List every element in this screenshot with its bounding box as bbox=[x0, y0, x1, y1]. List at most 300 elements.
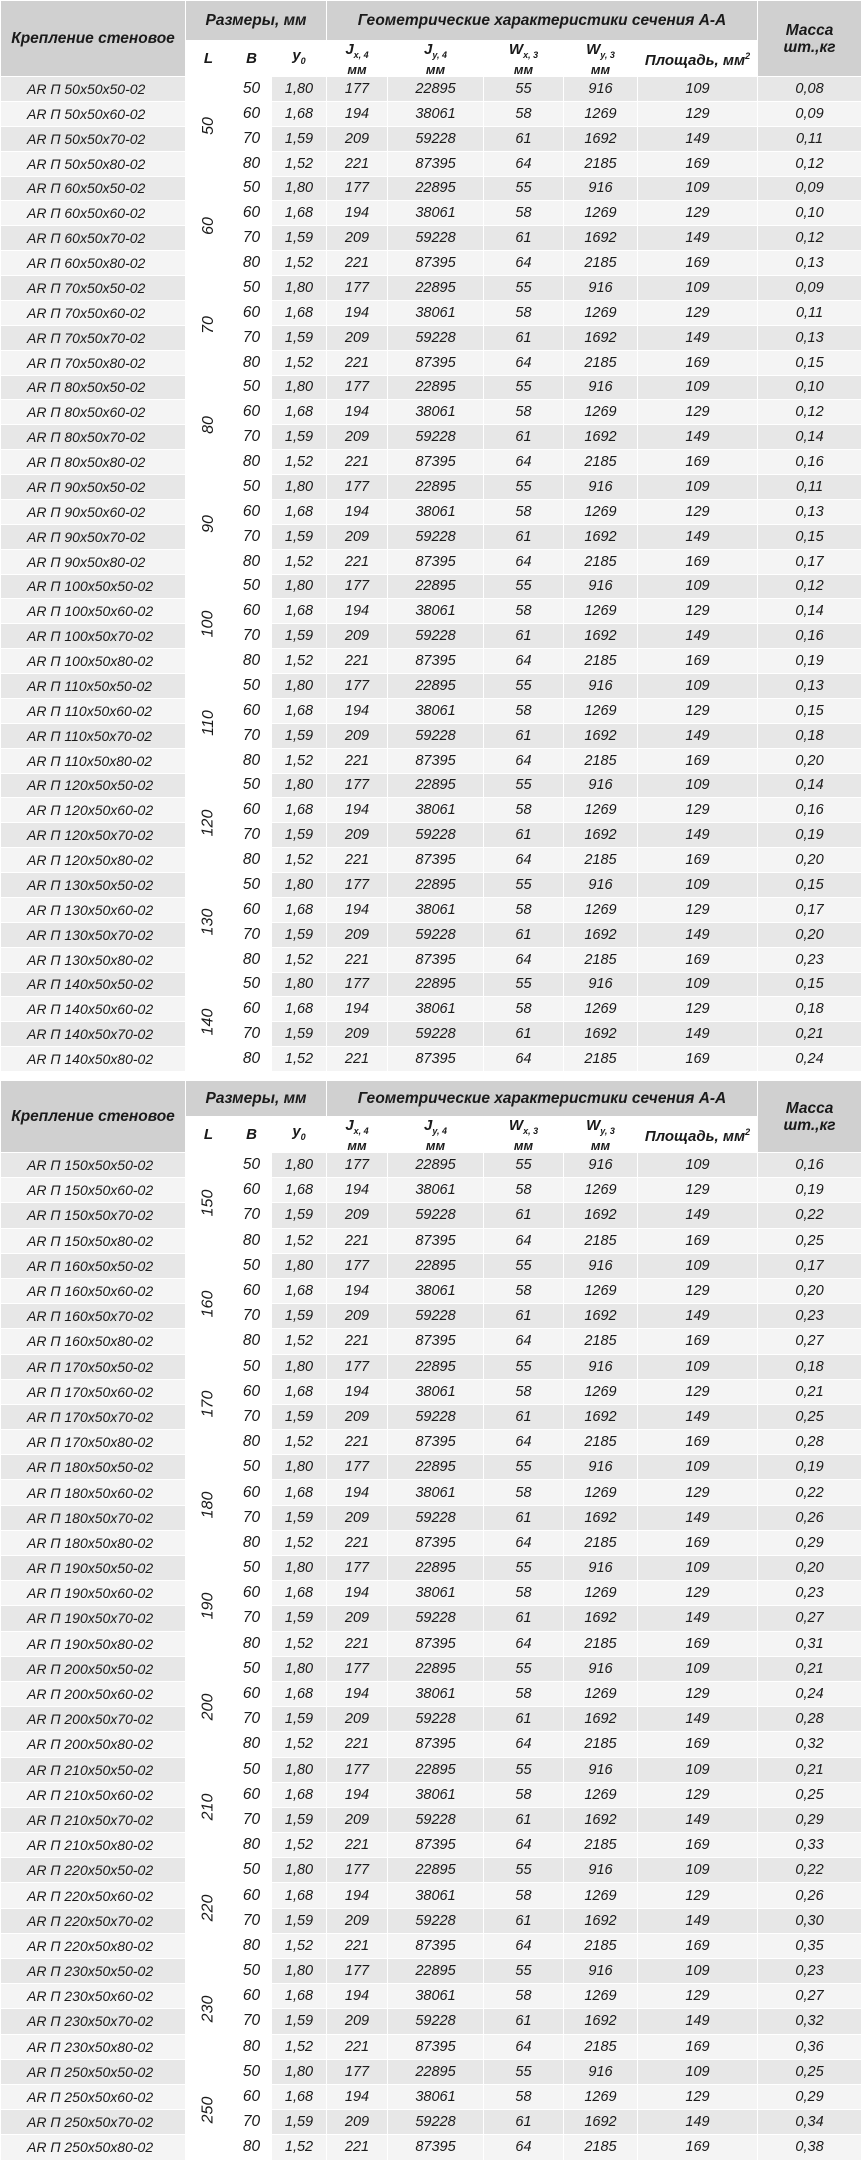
table-row bbox=[1, 325, 861, 350]
jy-value: 59228 bbox=[388, 823, 484, 848]
item-name: AR П 190х50х80-02 bbox=[1, 1631, 186, 1656]
wx-value: 64 bbox=[484, 649, 564, 674]
jy-value: 22895 bbox=[388, 475, 484, 500]
jx-value: 221 bbox=[327, 2034, 388, 2059]
area-value: 109 bbox=[638, 773, 758, 798]
mass-value: 0,13 bbox=[758, 674, 861, 699]
width-b: 60 bbox=[232, 698, 272, 723]
wy-value: 1692 bbox=[564, 2009, 638, 2034]
mass-value: 0,12 bbox=[758, 226, 861, 251]
jy-value: 87395 bbox=[388, 450, 484, 475]
width-b: 70 bbox=[232, 1908, 272, 1933]
y0-value: 1,80 bbox=[272, 1959, 327, 1984]
wy-value: 916 bbox=[564, 1354, 638, 1379]
jx-value: 209 bbox=[327, 1807, 388, 1832]
y0-value: 1,68 bbox=[272, 2084, 327, 2109]
item-name: AR П 80х50х70-02 bbox=[1, 425, 186, 450]
jx-value: 177 bbox=[327, 674, 388, 699]
y0-value: 1,80 bbox=[272, 276, 327, 301]
item-name: AR П 220х50х50-02 bbox=[1, 1858, 186, 1883]
y0-value: 1,80 bbox=[272, 475, 327, 500]
header-jx: $J_{x, 4}$ мм bbox=[327, 1117, 388, 1153]
jy-value: 38061 bbox=[388, 798, 484, 823]
width-b: 70 bbox=[232, 1304, 272, 1329]
item-name: AR П 150х50х60-02 bbox=[1, 1178, 186, 1203]
area-value: 169 bbox=[638, 748, 758, 773]
wy-value: 916 bbox=[564, 1556, 638, 1581]
y0-value: 1,59 bbox=[272, 1908, 327, 1933]
jx-value: 194 bbox=[327, 1984, 388, 2009]
table-row bbox=[1, 1681, 861, 1706]
jx-value: 194 bbox=[327, 300, 388, 325]
y0-value: 1,68 bbox=[272, 698, 327, 723]
table-row bbox=[1, 1505, 861, 1530]
area-value: 169 bbox=[638, 1228, 758, 1253]
item-name: AR П 150х50х70-02 bbox=[1, 1203, 186, 1228]
area-value: 109 bbox=[638, 475, 758, 500]
mass-value: 0,25 bbox=[758, 2059, 861, 2084]
item-name: AR П 250х50х50-02 bbox=[1, 2059, 186, 2084]
jx-value: 209 bbox=[327, 624, 388, 649]
width-b: 70 bbox=[232, 226, 272, 251]
mass-value: 0,26 bbox=[758, 1883, 861, 1908]
table-row bbox=[1, 201, 861, 226]
y0-value: 1,59 bbox=[272, 723, 327, 748]
width-b: 80 bbox=[232, 251, 272, 276]
mass-value: 0,25 bbox=[758, 1404, 861, 1429]
width-b: 70 bbox=[232, 425, 272, 450]
length-group bbox=[186, 77, 232, 177]
jy-value: 22895 bbox=[388, 2059, 484, 2084]
wx-value: 64 bbox=[484, 1530, 564, 1555]
jx-value: 221 bbox=[327, 947, 388, 972]
wy-value: 2185 bbox=[564, 1833, 638, 1858]
mass-value: 0,09 bbox=[758, 176, 861, 201]
table-row bbox=[1, 1933, 861, 1958]
length-value: 180 bbox=[199, 1492, 217, 1519]
jy-value: 38061 bbox=[388, 2084, 484, 2109]
table-row bbox=[1, 997, 861, 1022]
item-name: AR П 210х50х50-02 bbox=[1, 1757, 186, 1782]
width-b: 80 bbox=[232, 2034, 272, 2059]
wx-value: 61 bbox=[484, 425, 564, 450]
width-b: 70 bbox=[232, 1404, 272, 1429]
area-value: 129 bbox=[638, 1178, 758, 1203]
area-value: 129 bbox=[638, 1581, 758, 1606]
jx-value: 221 bbox=[327, 1631, 388, 1656]
area-value: 149 bbox=[638, 425, 758, 450]
mass-value: 0,23 bbox=[758, 1959, 861, 1984]
wy-value: 2185 bbox=[564, 151, 638, 176]
wy-value: 1692 bbox=[564, 1404, 638, 1429]
jx-value: 194 bbox=[327, 798, 388, 823]
y0-value: 1,52 bbox=[272, 848, 327, 873]
item-name: AR П 220х50х60-02 bbox=[1, 1883, 186, 1908]
wx-value: 64 bbox=[484, 848, 564, 873]
header-geometry: Геометрические характеристики сечения А-А bbox=[327, 1081, 758, 1117]
item-name: AR П 190х50х50-02 bbox=[1, 1556, 186, 1581]
mass-value: 0,16 bbox=[758, 798, 861, 823]
wx-value: 64 bbox=[484, 1631, 564, 1656]
jy-value: 59228 bbox=[388, 1304, 484, 1329]
area-value: 149 bbox=[638, 524, 758, 549]
wx-value: 55 bbox=[484, 475, 564, 500]
y0-value: 1,68 bbox=[272, 1480, 327, 1505]
jy-value: 87395 bbox=[388, 151, 484, 176]
area-value: 149 bbox=[638, 126, 758, 151]
wx-value: 58 bbox=[484, 1984, 564, 2009]
wx-value: 58 bbox=[484, 300, 564, 325]
y0-value: 1,68 bbox=[272, 201, 327, 226]
table-row bbox=[1, 947, 861, 972]
wy-value: 916 bbox=[564, 574, 638, 599]
wx-value: 55 bbox=[484, 1253, 564, 1278]
mass-value: 0,27 bbox=[758, 1606, 861, 1631]
table-row bbox=[1, 848, 861, 873]
area-value: 149 bbox=[638, 1505, 758, 1530]
wx-value: 58 bbox=[484, 201, 564, 226]
width-b: 50 bbox=[232, 1556, 272, 1581]
width-b: 60 bbox=[232, 997, 272, 1022]
item-name: AR П 120х50х60-02 bbox=[1, 798, 186, 823]
table-row bbox=[1, 499, 861, 524]
area-value: 109 bbox=[638, 1858, 758, 1883]
mass-value: 0,24 bbox=[758, 1681, 861, 1706]
item-name: AR П 190х50х60-02 bbox=[1, 1581, 186, 1606]
width-b: 50 bbox=[232, 176, 272, 201]
jy-value: 87395 bbox=[388, 848, 484, 873]
jx-value: 177 bbox=[327, 2059, 388, 2084]
header-area: Площадь, $мм^2$ bbox=[638, 41, 758, 77]
mass-value: 0,25 bbox=[758, 1782, 861, 1807]
mass-value: 0,31 bbox=[758, 1631, 861, 1656]
y0-value: 1,59 bbox=[272, 2009, 327, 2034]
width-b: 80 bbox=[232, 649, 272, 674]
area-value: 169 bbox=[638, 848, 758, 873]
y0-value: 1,52 bbox=[272, 2135, 327, 2160]
wx-value: 61 bbox=[484, 2110, 564, 2135]
width-b: 80 bbox=[232, 2135, 272, 2160]
item-name: AR П 150х50х80-02 bbox=[1, 1228, 186, 1253]
area-value: 149 bbox=[638, 1908, 758, 1933]
jy-value: 22895 bbox=[388, 176, 484, 201]
wx-value: 58 bbox=[484, 1480, 564, 1505]
table-row bbox=[1, 2034, 861, 2059]
wy-value: 2185 bbox=[564, 848, 638, 873]
width-b: 50 bbox=[232, 1153, 272, 1178]
table-row bbox=[1, 300, 861, 325]
length-group bbox=[186, 1153, 232, 1254]
length-group bbox=[186, 375, 232, 475]
jx-value: 177 bbox=[327, 1455, 388, 1480]
length-value: 100 bbox=[199, 610, 217, 637]
jy-value: 59228 bbox=[388, 1203, 484, 1228]
jx-value: 177 bbox=[327, 1959, 388, 1984]
wy-value: 1269 bbox=[564, 1782, 638, 1807]
width-b: 80 bbox=[232, 350, 272, 375]
area-value: 109 bbox=[638, 1556, 758, 1581]
item-name: AR П 200х50х60-02 bbox=[1, 1681, 186, 1706]
wy-value: 2185 bbox=[564, 1933, 638, 1958]
mass-value: 0,27 bbox=[758, 1329, 861, 1354]
jy-value: 38061 bbox=[388, 1984, 484, 2009]
header-wx: $W_{x, 3}$ мм bbox=[484, 1117, 564, 1153]
area-value: 149 bbox=[638, 2110, 758, 2135]
y0-value: 1,59 bbox=[272, 1505, 327, 1530]
wy-value: 2185 bbox=[564, 1430, 638, 1455]
wy-value: 916 bbox=[564, 176, 638, 201]
area-value: 169 bbox=[638, 450, 758, 475]
wx-value: 64 bbox=[484, 549, 564, 574]
jy-value: 59228 bbox=[388, 1707, 484, 1732]
area-value: 129 bbox=[638, 897, 758, 922]
wy-value: 1692 bbox=[564, 1908, 638, 1933]
wx-value: 58 bbox=[484, 2084, 564, 2109]
table-row bbox=[1, 897, 861, 922]
area-value: 149 bbox=[638, 1203, 758, 1228]
y0-value: 1,52 bbox=[272, 350, 327, 375]
length-group bbox=[186, 475, 232, 575]
item-name: AR П 130х50х70-02 bbox=[1, 922, 186, 947]
area-value: 109 bbox=[638, 1757, 758, 1782]
area-value: 169 bbox=[638, 251, 758, 276]
wx-value: 55 bbox=[484, 873, 564, 898]
wy-value: 1692 bbox=[564, 1022, 638, 1047]
mass-value: 0,28 bbox=[758, 1707, 861, 1732]
wy-value: 1269 bbox=[564, 400, 638, 425]
jx-value: 221 bbox=[327, 450, 388, 475]
width-b: 50 bbox=[232, 574, 272, 599]
header-area: Площадь, $мм^2$ bbox=[638, 1117, 758, 1153]
length-group bbox=[186, 276, 232, 376]
wy-value: 1692 bbox=[564, 126, 638, 151]
table-row bbox=[1, 674, 861, 699]
width-b: 60 bbox=[232, 101, 272, 126]
table-header bbox=[1, 1, 861, 77]
y0-value: 1,80 bbox=[272, 2059, 327, 2084]
y0-value: 1,80 bbox=[272, 972, 327, 997]
y0-value: 1,68 bbox=[272, 798, 327, 823]
jy-value: 38061 bbox=[388, 1278, 484, 1303]
table-row bbox=[1, 77, 861, 102]
wy-value: 916 bbox=[564, 2059, 638, 2084]
mass-value: 0,08 bbox=[758, 77, 861, 102]
mass-value: 0,22 bbox=[758, 1858, 861, 1883]
y0-value: 1,59 bbox=[272, 624, 327, 649]
jx-value: 221 bbox=[327, 251, 388, 276]
width-b: 80 bbox=[232, 1631, 272, 1656]
item-name: AR П 210х50х80-02 bbox=[1, 1833, 186, 1858]
mass-value: 0,14 bbox=[758, 599, 861, 624]
width-b: 50 bbox=[232, 873, 272, 898]
item-name: AR П 90х50х60-02 bbox=[1, 499, 186, 524]
item-name: AR П 230х50х80-02 bbox=[1, 2034, 186, 2059]
table-row bbox=[1, 2135, 861, 2160]
item-name: AR П 60х50х50-02 bbox=[1, 176, 186, 201]
area-value: 169 bbox=[638, 2135, 758, 2160]
area-value: 149 bbox=[638, 723, 758, 748]
length-value: 200 bbox=[199, 1693, 217, 1720]
mass-value: 0,21 bbox=[758, 1379, 861, 1404]
wx-value: 61 bbox=[484, 1606, 564, 1631]
width-b: 60 bbox=[232, 1278, 272, 1303]
jy-value: 87395 bbox=[388, 1329, 484, 1354]
jy-value: 87395 bbox=[388, 1833, 484, 1858]
wy-value: 916 bbox=[564, 1757, 638, 1782]
mass-value: 0,35 bbox=[758, 1933, 861, 1958]
header-geometry: Геометрические характеристики сечения А-А bbox=[327, 1, 758, 41]
wx-value: 58 bbox=[484, 499, 564, 524]
area-value: 129 bbox=[638, 1681, 758, 1706]
area-value: 129 bbox=[638, 1379, 758, 1404]
wy-value: 916 bbox=[564, 77, 638, 102]
mass-value: 0,32 bbox=[758, 1732, 861, 1757]
mass-value: 0,20 bbox=[758, 922, 861, 947]
width-b: 70 bbox=[232, 624, 272, 649]
jy-value: 59228 bbox=[388, 2009, 484, 2034]
table-row bbox=[1, 2009, 861, 2034]
jx-value: 221 bbox=[327, 1047, 388, 1072]
wx-value: 55 bbox=[484, 773, 564, 798]
jx-value: 209 bbox=[327, 425, 388, 450]
mass-value: 0,09 bbox=[758, 276, 861, 301]
jx-value: 209 bbox=[327, 226, 388, 251]
mass-value: 0,13 bbox=[758, 499, 861, 524]
length-value: 120 bbox=[199, 809, 217, 836]
y0-value: 1,68 bbox=[272, 1278, 327, 1303]
wx-value: 55 bbox=[484, 972, 564, 997]
mass-value: 0,30 bbox=[758, 1908, 861, 1933]
area-value: 129 bbox=[638, 798, 758, 823]
table-row bbox=[1, 151, 861, 176]
table-row bbox=[1, 599, 861, 624]
jy-value: 38061 bbox=[388, 1379, 484, 1404]
wy-value: 1269 bbox=[564, 798, 638, 823]
header-y0: $y_0$ bbox=[272, 41, 327, 77]
wy-value: 1692 bbox=[564, 1304, 638, 1329]
wx-value: 55 bbox=[484, 176, 564, 201]
y0-value: 1,68 bbox=[272, 101, 327, 126]
jx-value: 209 bbox=[327, 823, 388, 848]
mass-value: 0,28 bbox=[758, 1430, 861, 1455]
item-name: AR П 140х50х50-02 bbox=[1, 972, 186, 997]
item-name: AR П 180х50х60-02 bbox=[1, 1480, 186, 1505]
mass-value: 0,36 bbox=[758, 2034, 861, 2059]
mass-value: 0,23 bbox=[758, 1581, 861, 1606]
table-row bbox=[1, 1047, 861, 1072]
y0-value: 1,80 bbox=[272, 1656, 327, 1681]
jy-value: 87395 bbox=[388, 1732, 484, 1757]
item-name: AR П 150х50х50-02 bbox=[1, 1153, 186, 1178]
wy-value: 1269 bbox=[564, 300, 638, 325]
area-value: 169 bbox=[638, 1047, 758, 1072]
jy-value: 22895 bbox=[388, 873, 484, 898]
wx-value: 61 bbox=[484, 823, 564, 848]
jy-value: 87395 bbox=[388, 350, 484, 375]
table-body bbox=[1, 77, 861, 1072]
wx-value: 61 bbox=[484, 922, 564, 947]
item-name: AR П 130х50х50-02 bbox=[1, 873, 186, 898]
item-name: AR П 80х50х50-02 bbox=[1, 375, 186, 400]
width-b: 80 bbox=[232, 450, 272, 475]
area-value: 149 bbox=[638, 226, 758, 251]
jy-value: 59228 bbox=[388, 1606, 484, 1631]
table-row bbox=[1, 1858, 861, 1883]
wx-value: 58 bbox=[484, 1379, 564, 1404]
wy-value: 916 bbox=[564, 1959, 638, 1984]
jy-value: 59228 bbox=[388, 2110, 484, 2135]
item-name: AR П 190х50х70-02 bbox=[1, 1606, 186, 1631]
jx-value: 177 bbox=[327, 873, 388, 898]
header-wy: $W_{y, 3}$ мм bbox=[564, 41, 638, 77]
y0-value: 1,59 bbox=[272, 823, 327, 848]
wy-value: 1269 bbox=[564, 897, 638, 922]
length-group bbox=[186, 1455, 232, 1556]
wy-value: 2185 bbox=[564, 947, 638, 972]
jx-value: 194 bbox=[327, 1278, 388, 1303]
item-name: AR П 160х50х80-02 bbox=[1, 1329, 186, 1354]
y0-value: 1,68 bbox=[272, 300, 327, 325]
jx-value: 221 bbox=[327, 1833, 388, 1858]
item-name: AR П 200х50х50-02 bbox=[1, 1656, 186, 1681]
mass-value: 0,34 bbox=[758, 2110, 861, 2135]
width-b: 80 bbox=[232, 1047, 272, 1072]
jy-value: 87395 bbox=[388, 649, 484, 674]
y0-value: 1,68 bbox=[272, 1984, 327, 2009]
jy-value: 87395 bbox=[388, 1047, 484, 1072]
wy-value: 1692 bbox=[564, 425, 638, 450]
wy-value: 2185 bbox=[564, 1530, 638, 1555]
mass-value: 0,15 bbox=[758, 524, 861, 549]
width-b: 70 bbox=[232, 2009, 272, 2034]
jx-value: 209 bbox=[327, 2110, 388, 2135]
wy-value: 1269 bbox=[564, 101, 638, 126]
wx-value: 55 bbox=[484, 2059, 564, 2084]
area-value: 169 bbox=[638, 1430, 758, 1455]
area-value: 169 bbox=[638, 649, 758, 674]
wx-value: 64 bbox=[484, 350, 564, 375]
mass-value: 0,33 bbox=[758, 1833, 861, 1858]
y0-value: 1,68 bbox=[272, 1178, 327, 1203]
width-b: 50 bbox=[232, 375, 272, 400]
jy-value: 22895 bbox=[388, 1556, 484, 1581]
jy-value: 38061 bbox=[388, 300, 484, 325]
wy-value: 1269 bbox=[564, 499, 638, 524]
area-value: 129 bbox=[638, 2084, 758, 2109]
wy-value: 2185 bbox=[564, 1228, 638, 1253]
jx-value: 177 bbox=[327, 1354, 388, 1379]
jy-value: 59228 bbox=[388, 1807, 484, 1832]
header-sizes: Размеры, мм bbox=[186, 1, 327, 41]
table-row bbox=[1, 2110, 861, 2135]
length-value: 250 bbox=[199, 2096, 217, 2123]
jx-value: 221 bbox=[327, 2135, 388, 2160]
jy-value: 87395 bbox=[388, 1530, 484, 1555]
header-y0: $y_0$ bbox=[272, 1117, 327, 1153]
y0-value: 1,80 bbox=[272, 773, 327, 798]
table-row bbox=[1, 549, 861, 574]
jx-value: 209 bbox=[327, 723, 388, 748]
wy-value: 1269 bbox=[564, 201, 638, 226]
area-value: 149 bbox=[638, 325, 758, 350]
jx-value: 209 bbox=[327, 524, 388, 549]
jx-value: 194 bbox=[327, 400, 388, 425]
table-row bbox=[1, 176, 861, 201]
y0-value: 1,68 bbox=[272, 1883, 327, 1908]
item-name: AR П 50х50х50-02 bbox=[1, 77, 186, 102]
y0-value: 1,59 bbox=[272, 226, 327, 251]
area-value: 149 bbox=[638, 624, 758, 649]
